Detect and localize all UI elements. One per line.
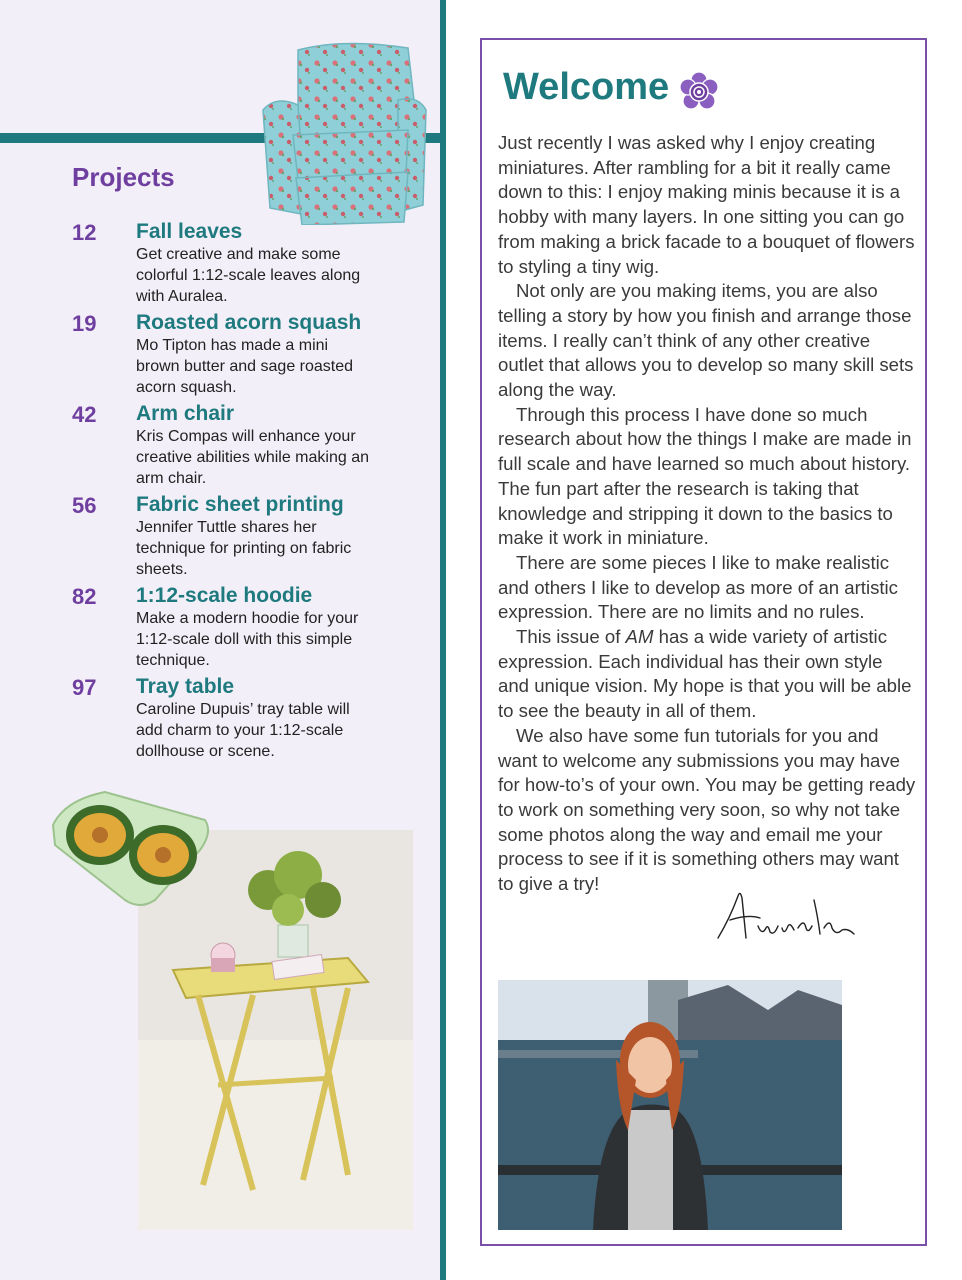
welcome-paragraph: Just recently I was asked why I enjoy creating miniatures. After rambling for a bit it really came down to this: I enjoy making minis because it is a hobby with many layers. In one sitting you can go from making a brick facade to a bouquet of flowers to styling a tiny wig. — [498, 132, 915, 277]
paragraph-text: has a wide variety of artistic expression. Each individual has their own style and unique vision. My hope is that you will be able to see the beauty in all of them. — [498, 626, 912, 722]
welcome-paragraph: Through this process I have done so much research about how the things I make are made in full scale and have learned so much about history. The fun part after the research is taking that knowledge and stripping it down to the basics to make it work in miniature. — [498, 403, 912, 549]
project-title: Fall leaves — [136, 220, 243, 243]
project-title: Fabric sheet printing — [136, 493, 344, 516]
project-desc: Kris Compas will enhance your creative abilities while making an arm chair. — [136, 428, 369, 487]
project-page: 82 — [72, 584, 97, 609]
project-title: Roasted acorn squash — [136, 311, 362, 334]
project-desc: Make a modern hoodie for your 1:12-scale doll with this simple technique. — [136, 610, 359, 669]
flower-icon — [679, 72, 719, 112]
project-page: 56 — [72, 493, 97, 518]
project-desc: Mo Tipton has made a mini brown butter and sage roasted acorn squash. — [136, 337, 354, 396]
magazine-abbrev: AM — [625, 626, 654, 648]
acorn-squash-photo — [45, 770, 215, 910]
welcome-paragraph — [498, 625, 918, 724]
welcome-paragraph: We also have some fun tutorials for you and want to welcome any submissions you may have for how-to’s of your own. You may be getting ready to work on something very soon, so why not take some photos along the way and email me your process to see if it is something others may want to give a try! — [498, 724, 916, 895]
paragraph-text: This issue of — [516, 626, 626, 648]
project-desc: Get creative and make some colorful 1:12-scale leaves along with Auralea. — [136, 246, 361, 305]
project-title: Tray table — [136, 675, 235, 698]
project-desc: Caroline Dupuis’ tray table will add charm to your 1:12-scale dollhouse or scene. — [136, 701, 350, 760]
editor-portrait-photo — [498, 980, 842, 1230]
projects-heading: Projects — [72, 162, 175, 192]
teal-divider — [440, 0, 446, 1280]
project-desc: Jennifer Tuttle shares her technique for printing on fabric sheets. — [136, 519, 352, 578]
project-title: 1:12-scale hoodie — [136, 584, 313, 607]
project-page: 19 — [72, 311, 97, 336]
welcome-body — [498, 131, 918, 897]
teal-band — [0, 133, 270, 143]
signature — [708, 888, 868, 948]
project-page: 12 — [72, 220, 97, 245]
armchair-photo — [258, 40, 428, 225]
project-page: 97 — [72, 675, 97, 700]
welcome-paragraph: There are some pieces I like to make realistic and others I like to develop as more of an artistic expression. There are no limits and no rules. — [498, 551, 898, 623]
project-page: 42 — [72, 402, 97, 427]
project-title: Arm chair — [136, 402, 235, 425]
welcome-title: Welcome — [503, 66, 670, 108]
welcome-paragraph: Not only are you making items, you are also telling a story by how you finish and arrange those items. I really can’t think of any other creative outlet that allows you to develop so many skill sets along the way. — [498, 280, 914, 401]
